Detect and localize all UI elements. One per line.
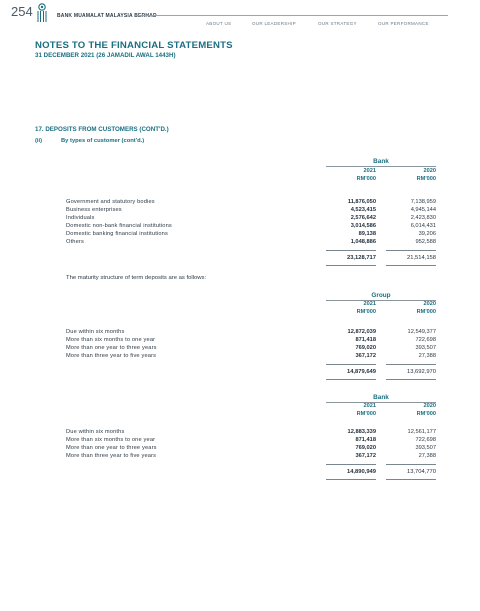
- table1-total-rule-2020: [386, 250, 436, 251]
- header-divider: [134, 15, 448, 16]
- table-cell-2021: 4,523,415: [350, 207, 376, 213]
- table1-col-2020: 2020 RM'000: [416, 168, 436, 182]
- table-row-label: More than six months to one year: [66, 437, 156, 443]
- table-cell-2021: 12,883,339: [347, 429, 376, 435]
- nav-our-performance[interactable]: OUR PERFORMANCE: [378, 21, 429, 26]
- table-row-label: More than three year to five years: [66, 353, 157, 359]
- table-row-label: More than three year to five years: [66, 453, 157, 459]
- table2-group-heading: Group: [371, 292, 391, 299]
- table-cell-2020: 7,138,959: [410, 199, 436, 205]
- table2-col-2021: 2021 RM'000: [356, 301, 376, 315]
- table-cell-2021: 367,172: [355, 453, 376, 459]
- table-row-label: Individuals: [66, 215, 95, 221]
- table3-col-2021: 2021 RM'000: [356, 403, 376, 417]
- table-row-label: Government and statutory bodies: [66, 199, 155, 205]
- table3-total-2021: 14,890,949: [346, 469, 376, 475]
- table2-total-rule-2021: [326, 364, 376, 365]
- page-number: 254: [11, 4, 33, 19]
- table-row-label: Due within six months: [66, 329, 125, 335]
- table-cell-2020: 393,507: [415, 345, 436, 351]
- table1-total-2020: 21,514,158: [406, 255, 436, 261]
- table-cell-2021: 871,418: [355, 337, 376, 343]
- table-cell-2020: 722,698: [415, 437, 436, 443]
- table3-col-2020: 2020 RM'000: [416, 403, 436, 417]
- table-cell-2020: 4,945,144: [410, 207, 436, 213]
- table-cell-2021: 871,418: [355, 437, 376, 443]
- table2-bottom-rule-2021: [326, 379, 376, 380]
- table3-group-heading: Bank: [373, 394, 389, 401]
- table1-total-2021: 23,128,717: [346, 255, 376, 261]
- table-cell-2020: 27,388: [418, 453, 436, 459]
- page-subtitle: 31 DECEMBER 2021 (26 JAMADIL AWAL 1443H): [35, 52, 176, 59]
- table-row-label: Others: [66, 239, 84, 245]
- table-cell-2021: 89,138: [358, 231, 376, 237]
- table-cell-2020: 6,014,431: [410, 223, 436, 229]
- table-row-label: Business enterprises: [66, 207, 122, 213]
- table-row-label: More than one year to three years: [66, 345, 157, 351]
- table-cell-2020: 952,588: [415, 239, 436, 245]
- subsection-text: By types of customer (cont'd.): [61, 138, 145, 144]
- table-cell-2020: 2,423,830: [410, 215, 436, 221]
- table2-total-2021: 14,879,649: [346, 369, 376, 375]
- section-heading: 17. DEPOSITS FROM CUSTOMERS (CONT'D.): [35, 126, 169, 133]
- table-row-label: More than one year to three years: [66, 445, 157, 451]
- table2-col-2020: 2020 RM'000: [416, 301, 436, 315]
- table-cell-2021: 12,872,039: [347, 329, 376, 335]
- table-cell-2020: 393,507: [415, 445, 436, 451]
- table3-total-2020: 13,704,770: [406, 469, 436, 475]
- table-cell-2020: 12,561,177: [407, 429, 436, 435]
- table-cell-2021: 2,576,642: [350, 215, 376, 221]
- table1-group-rule: [326, 166, 436, 167]
- table1-col-2021: 2021 RM'000: [356, 168, 376, 182]
- table-cell-2021: 769,020: [355, 445, 376, 451]
- table-cell-2021: 367,172: [355, 353, 376, 359]
- table3-bottom-rule-2020: [386, 479, 436, 480]
- table-row-label: More than six months to one year: [66, 337, 156, 343]
- subsection-heading: [35, 138, 144, 144]
- table-cell-2020: 12,549,377: [407, 329, 436, 335]
- table2-total-2020: 13,692,970: [406, 369, 436, 375]
- nav-about-us[interactable]: ABOUT US: [206, 21, 232, 26]
- table-cell-2020: 39,206: [418, 231, 436, 237]
- table-row-label: Domestic non-bank financial institutions: [66, 223, 172, 229]
- table1-total-rule-2021: [326, 250, 376, 251]
- table3-bottom-rule-2021: [326, 479, 376, 480]
- page-title: NOTES TO THE FINANCIAL STATEMENTS: [35, 40, 233, 51]
- table-cell-2021: 1,048,886: [350, 239, 376, 245]
- maturity-intro-text: The maturity structure of term deposits are as follows:: [66, 275, 207, 281]
- table1-bottom-rule-2020: [386, 265, 436, 266]
- nav-our-strategy[interactable]: OUR STRATEGY: [318, 21, 357, 26]
- bank-logo-icon: [35, 2, 49, 24]
- nav-our-leadership[interactable]: OUR LEADERSHIP: [252, 21, 296, 26]
- table-cell-2021: 11,876,050: [347, 199, 376, 205]
- table1-group-heading: Bank: [373, 158, 389, 165]
- table-cell-2021: 3,014,586: [350, 223, 376, 229]
- table-row-label: Due within six months: [66, 429, 125, 435]
- table2-total-rule-2020: [386, 364, 436, 365]
- table3-total-rule-2021: [326, 464, 376, 465]
- company-name: BANK MUAMALAT MALAYSIA BERHAD: [57, 13, 157, 19]
- subsection-numeral: (ii): [35, 138, 43, 144]
- table-cell-2020: 722,698: [415, 337, 436, 343]
- table3-total-rule-2020: [386, 464, 436, 465]
- table-cell-2020: 27,388: [418, 353, 436, 359]
- table-cell-2021: 769,020: [355, 345, 376, 351]
- table1-bottom-rule-2021: [326, 265, 376, 266]
- table-row-label: Domestic banking financial institutions: [66, 231, 168, 237]
- table2-bottom-rule-2020: [386, 379, 436, 380]
